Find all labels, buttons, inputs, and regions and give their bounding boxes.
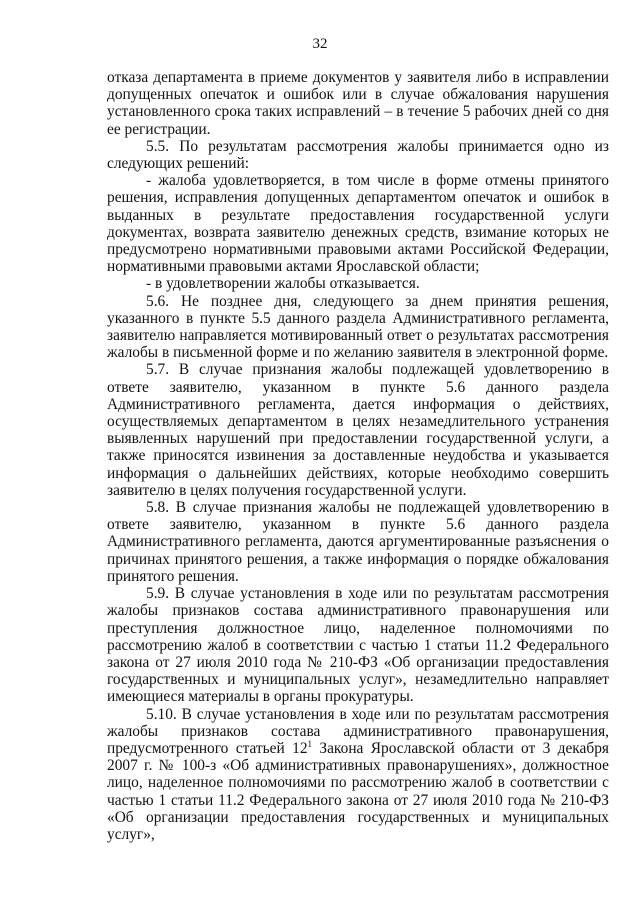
paragraph-5-8: 5.8. В случае признания жалобы не подлежащей удовлетворению в ответе заявителю, указанном в пункте 5.6 данного раздела Административного регламента, даются аргументированные разъяснения о причинах принятого решения, а также информация о порядке обжалования принятого решения. [107,499,609,585]
paragraph-5-5: 5.5. По результатам рассмотрения жалобы принимается одно из следующих решений: [107,137,609,173]
paragraph-continuation: отказа департамента в приеме документов у заявителя либо в исправлении допущенных опечаток и ошибок или в случае обжалования нарушения установленного срока таких исправлений – в течение 5 рабочих дней со дня ее регистрации. [107,69,609,138]
article-superscript: 1 [307,738,313,749]
list-item-complaint-rejected: - в удовлетворении жалобы отказывается. [146,275,420,293]
paragraph-5-10-part-2: Закона Ярославской области от 3 декабря 2007 г. № 100-з «Об административных правонарушениях», должностное лицо, наделенное полномочиями по рассмотрению жалоб в соответствии с частью 1 статьи 11.2 Федерального закона от 27 июля 2010 года № 210-ФЗ «Об организации предоставления государственных и муниципальных услуг», [107,739,609,843]
paragraph-5-10-part-1: 5.10. В случае установления в ходе или по результатам рассмотрения жалобы признаков состава административного правонарушения, предусмотренного статьей 12 [107,705,609,757]
paragraph-5-6: 5.6. Не позднее дня, следующего за днем принятия решения, указанного в пункте 5.5 данного раздела Административного регламента, заявителю направляется мотивированный ответ о результатах рассмотрения жалобы в письменной форме и по желанию заявителя в электронной форме. [107,292,609,362]
document-body [107,69,609,843]
list-item-complaint-satisfied: - жалоба удовлетворяется, в том числе в форме отмены принятого решения, исправления допущенных департаментом опечаток и ошибок в выданных в результате предоставления государственной услуги документах, возврата заявителю денежных средств, взимание которых не предусмотрено нормативными правовыми актами Российской Федерации, нормативными правовыми актами Ярославской области; [107,172,609,276]
paragraph-5-9: 5.9. В случае установления в ходе или по результатам рассмотрения жалобы признаков состава административного правонарушения или преступления должностное лицо, наделенное полномочиями по рассмотрению жалоб в соответствии с частью 1 статьи 11.2 Федерального закона от 27 июля 2010 года № 210-ФЗ «Об организации предоставления государственных и муниципальных услуг», незамедлительно направляет имеющиеся материалы в органы прокуратуры. [107,585,609,706]
page-number: 32 [312,36,328,52]
paragraph-5-10 [107,706,609,844]
paragraph-5-7: 5.7. В случае признания жалобы подлежащей удовлетворению в ответе заявителю, указанном в пункте 5.6 данного раздела Административного регламента, дается информация о действиях, осуществляемых департаментом в целях незамедлительного устранения выявленных нарушений при предоставлении государственной услуги, а также приносятся извинения за доставленные неудобства и указывается информация о дальнейших действиях, которые необходимо совершить заявителю в целях получения государственной услуги. [107,361,609,499]
